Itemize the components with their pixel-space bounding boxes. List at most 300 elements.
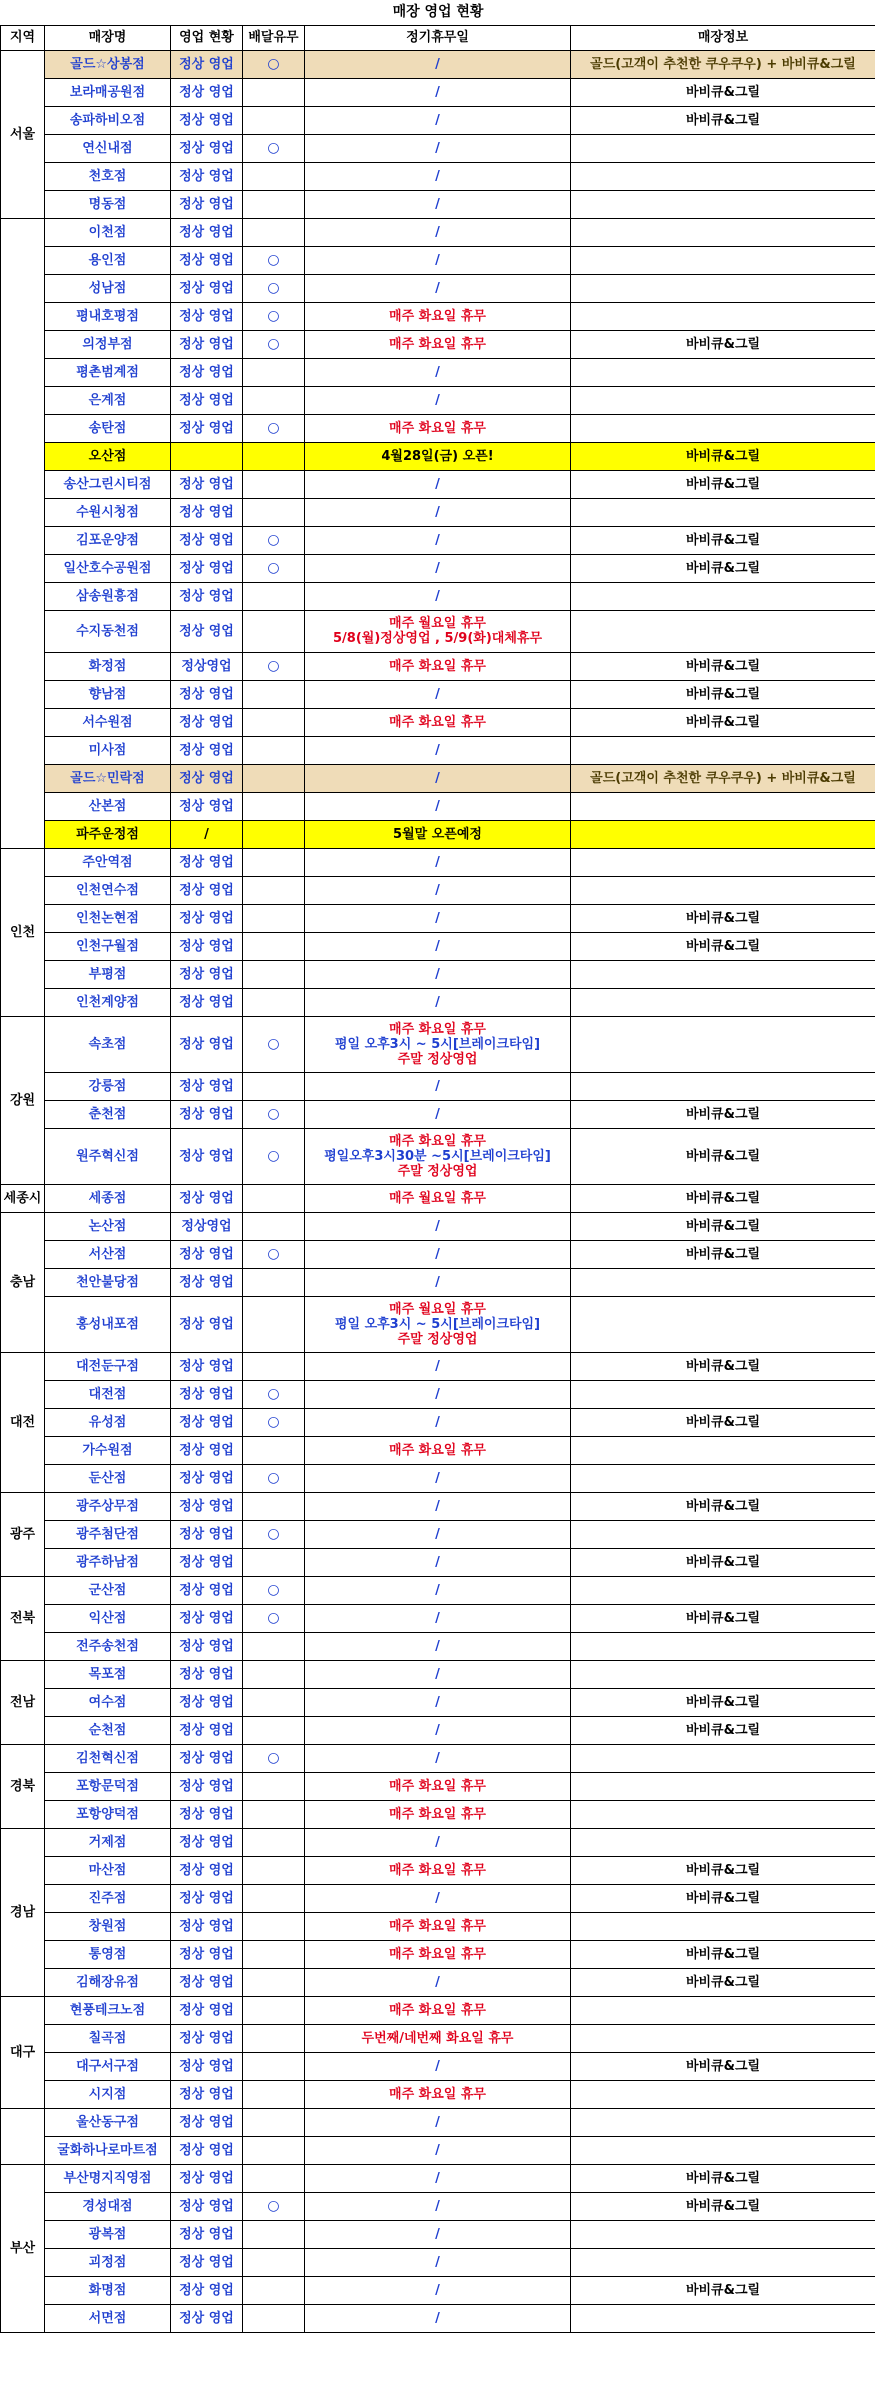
store-info: 바비큐&그릴 — [571, 106, 875, 134]
regular-holiday — [305, 526, 571, 554]
store-name: 미사점 — [45, 736, 171, 764]
holiday-line: 매주 화요일 휴무 — [389, 336, 486, 352]
regular-holiday — [305, 680, 571, 708]
table-row — [1, 2192, 875, 2220]
delivery-indicator: ○ — [243, 1100, 305, 1128]
operation-status: 정상 영업 — [171, 1828, 243, 1856]
store-info: 바비큐&그릴 — [571, 2192, 875, 2220]
operation-status: 정상 영업 — [171, 162, 243, 190]
regular-holiday — [305, 498, 571, 526]
regular-holiday — [305, 904, 571, 932]
operation-status: 정상 영업 — [171, 960, 243, 988]
store-name: 광주하남점 — [45, 1548, 171, 1576]
regular-holiday — [305, 2108, 571, 2136]
regular-holiday — [305, 1380, 571, 1408]
regular-holiday — [305, 554, 571, 582]
regular-holiday — [305, 1548, 571, 1576]
store-info: 바비큐&그릴 — [571, 1492, 875, 1520]
operation-status: 정상 영업 — [171, 274, 243, 302]
delivery-indicator — [243, 78, 305, 106]
holiday-line: / — [435, 1554, 440, 1570]
holiday-line: / — [435, 770, 440, 786]
holiday-line: 매주 화요일 휴무 — [389, 658, 486, 674]
store-info — [571, 1800, 875, 1828]
operation-status: 정상 영업 — [171, 2052, 243, 2080]
operation-status: 정상 영업 — [171, 988, 243, 1016]
store-name: 평내호평점 — [45, 302, 171, 330]
regular-holiday — [305, 1352, 571, 1380]
table-row — [1, 1744, 875, 1772]
table-row — [1, 442, 875, 470]
regular-holiday — [305, 1996, 571, 2024]
store-name: 김해장유점 — [45, 1968, 171, 1996]
regular-holiday — [305, 1436, 571, 1464]
store-info: 골드(고객이 추천한 쿠우쿠우) + 바비큐&그릴 — [571, 50, 875, 78]
store-name: 송파하비오점 — [45, 106, 171, 134]
delivery-indicator: ○ — [243, 1604, 305, 1632]
table-row — [1, 1940, 875, 1968]
store-name: 인천계양점 — [45, 988, 171, 1016]
regular-holiday — [305, 1492, 571, 1520]
holiday-line: / — [435, 504, 440, 520]
store-name: 대전둔구점 — [45, 1352, 171, 1380]
table-row — [1, 932, 875, 960]
store-name: 송산그린시티점 — [45, 470, 171, 498]
store-info: 바비큐&그릴 — [571, 2052, 875, 2080]
table-row — [1, 1716, 875, 1744]
delivery-indicator — [243, 932, 305, 960]
store-name: 익산점 — [45, 1604, 171, 1632]
table-row — [1, 1884, 875, 1912]
table-row — [1, 50, 875, 78]
store-name: 둔산점 — [45, 1464, 171, 1492]
table-row — [1, 1100, 875, 1128]
delivery-indicator — [243, 736, 305, 764]
table-row — [1, 470, 875, 498]
delivery-indicator: ○ — [243, 2192, 305, 2220]
holiday-line: / — [435, 84, 440, 100]
store-name: 골드☆민락점 — [45, 764, 171, 792]
delivery-indicator — [243, 848, 305, 876]
holiday-line: 주말 정상영업 — [397, 1051, 478, 1067]
store-name: 산본점 — [45, 792, 171, 820]
holiday-line: / — [435, 1526, 440, 1542]
table-row — [1, 610, 875, 652]
regular-holiday — [305, 820, 571, 848]
store-name: 유성점 — [45, 1408, 171, 1436]
delivery-indicator — [243, 876, 305, 904]
delivery-indicator — [243, 162, 305, 190]
holiday-line: 매주 화요일 휴무 — [389, 2002, 486, 2018]
table-row — [1, 1548, 875, 1576]
holiday-line: / — [435, 1414, 440, 1430]
operation-status: 정상 영업 — [171, 932, 243, 960]
holiday-line: 매주 화요일 휴무 — [389, 1133, 486, 1149]
store-name: 수원시청점 — [45, 498, 171, 526]
delivery-indicator — [243, 582, 305, 610]
store-name: 괴정점 — [45, 2248, 171, 2276]
store-info: 바비큐&그릴 — [571, 1940, 875, 1968]
store-name: 논산점 — [45, 1212, 171, 1240]
store-info: 바비큐&그릴 — [571, 932, 875, 960]
regular-holiday — [305, 960, 571, 988]
store-name: 보라매공원점 — [45, 78, 171, 106]
table-row — [1, 876, 875, 904]
store-info — [571, 2108, 875, 2136]
table-row — [1, 1268, 875, 1296]
holiday-line: / — [435, 196, 440, 212]
store-info — [571, 1464, 875, 1492]
operation-status: 정상 영업 — [171, 1660, 243, 1688]
table-row — [1, 162, 875, 190]
store-info: 바비큐&그릴 — [571, 652, 875, 680]
delivery-indicator — [243, 442, 305, 470]
store-name: 속초점 — [45, 1016, 171, 1072]
delivery-indicator — [243, 2136, 305, 2164]
regular-holiday — [305, 1100, 571, 1128]
regular-holiday — [305, 1016, 571, 1072]
store-info: 바비큐&그릴 — [571, 1128, 875, 1184]
holiday-line: / — [435, 2282, 440, 2298]
store-info — [571, 358, 875, 386]
holiday-line: / — [435, 280, 440, 296]
store-info — [571, 2080, 875, 2108]
store-info — [571, 162, 875, 190]
holiday-line: / — [435, 1218, 440, 1234]
delivery-indicator — [243, 1660, 305, 1688]
header-holiday: 정기휴무일 — [305, 25, 571, 50]
holiday-line: / — [435, 1890, 440, 1906]
delivery-indicator — [243, 2248, 305, 2276]
operation-status: 정상 영업 — [171, 1184, 243, 1212]
region-cell: 세종시 — [1, 1184, 45, 1212]
delivery-indicator — [243, 1268, 305, 1296]
holiday-line: / — [435, 686, 440, 702]
regular-holiday — [305, 1800, 571, 1828]
store-info — [571, 218, 875, 246]
table-row — [1, 2248, 875, 2276]
holiday-line: / — [435, 1666, 440, 1682]
store-info — [571, 1296, 875, 1352]
operation-status: 정상 영업 — [171, 1352, 243, 1380]
store-info — [571, 2220, 875, 2248]
delivery-indicator — [243, 1912, 305, 1940]
table-row — [1, 1856, 875, 1884]
delivery-indicator — [243, 1884, 305, 1912]
operation-status: 정상 영업 — [171, 134, 243, 162]
store-info — [571, 820, 875, 848]
store-info: 바비큐&그릴 — [571, 554, 875, 582]
store-info: 바비큐&그릴 — [571, 1604, 875, 1632]
delivery-indicator: ○ — [243, 1744, 305, 1772]
store-name: 오산점 — [45, 442, 171, 470]
region-cell — [1, 218, 45, 848]
table-row — [1, 134, 875, 162]
holiday-line: 매주 월요일 휴무 — [389, 1190, 486, 1206]
operation-status: 정상 영업 — [171, 2192, 243, 2220]
holiday-line: / — [435, 140, 440, 156]
operation-status: 정상 영업 — [171, 2136, 243, 2164]
regular-holiday — [305, 1660, 571, 1688]
regular-holiday — [305, 582, 571, 610]
regular-holiday — [305, 792, 571, 820]
store-name: 천안불당점 — [45, 1268, 171, 1296]
store-name: 세종점 — [45, 1184, 171, 1212]
holiday-line: / — [435, 1694, 440, 1710]
operation-status: 정상 영업 — [171, 764, 243, 792]
regular-holiday — [305, 1968, 571, 1996]
holiday-line: / — [435, 2226, 440, 2242]
store-name: 목포점 — [45, 1660, 171, 1688]
holiday-line: / — [435, 1638, 440, 1654]
holiday-line: / — [435, 1498, 440, 1514]
region-cell: 전북 — [1, 1576, 45, 1660]
operation-status: 정상 영업 — [171, 470, 243, 498]
store-info: 바비큐&그릴 — [571, 1100, 875, 1128]
operation-status: 정상 영업 — [171, 78, 243, 106]
store-name: 인천연수점 — [45, 876, 171, 904]
holiday-line: / — [435, 224, 440, 240]
regular-holiday — [305, 1128, 571, 1184]
regular-holiday — [305, 1268, 571, 1296]
regular-holiday — [305, 162, 571, 190]
region-cell: 경남 — [1, 1828, 45, 1996]
store-info: 바비큐&그릴 — [571, 1884, 875, 1912]
delivery-indicator — [243, 1968, 305, 1996]
store-info — [571, 2304, 875, 2332]
operation-status: 정상 영업 — [171, 2164, 243, 2192]
delivery-indicator: ○ — [243, 134, 305, 162]
header-delivery: 배달유무 — [243, 25, 305, 50]
regular-holiday — [305, 988, 571, 1016]
regular-holiday — [305, 1688, 571, 1716]
store-info: 바비큐&그릴 — [571, 78, 875, 106]
store-info: 바비큐&그릴 — [571, 1212, 875, 1240]
store-info: 바비큐&그릴 — [571, 680, 875, 708]
holiday-line: 주말 정상영업 — [397, 1163, 478, 1179]
operation-status: 정상 영업 — [171, 1996, 243, 2024]
region-cell: 강원 — [1, 1016, 45, 1184]
delivery-indicator — [243, 904, 305, 932]
operation-status: 정상 영업 — [171, 1520, 243, 1548]
table-row — [1, 2080, 875, 2108]
operation-status: 정상 영업 — [171, 1492, 243, 1520]
store-info — [571, 1436, 875, 1464]
store-name: 현풍테크노점 — [45, 1996, 171, 2024]
store-name: 순천점 — [45, 1716, 171, 1744]
store-info: 바비큐&그릴 — [571, 470, 875, 498]
operation-status: 정상 영업 — [171, 190, 243, 218]
store-name: 군산점 — [45, 1576, 171, 1604]
store-name: 마산점 — [45, 1856, 171, 1884]
delivery-indicator — [243, 1800, 305, 1828]
store-info — [571, 1660, 875, 1688]
store-name: 광주상무점 — [45, 1492, 171, 1520]
table-row — [1, 2136, 875, 2164]
store-info — [571, 1996, 875, 2024]
table-row — [1, 106, 875, 134]
regular-holiday — [305, 1520, 571, 1548]
store-name: 천호점 — [45, 162, 171, 190]
table-row — [1, 736, 875, 764]
operation-status: 정상 영업 — [171, 330, 243, 358]
store-info — [571, 246, 875, 274]
store-name: 부평점 — [45, 960, 171, 988]
operation-status: 정상 영업 — [171, 1128, 243, 1184]
operation-status: 정상영업 — [171, 652, 243, 680]
store-name: 포항문덕점 — [45, 1772, 171, 1800]
store-name: 울산동구점 — [45, 2108, 171, 2136]
store-name: 대전점 — [45, 1380, 171, 1408]
holiday-line: / — [435, 476, 440, 492]
table-row — [1, 1688, 875, 1716]
store-name: 서면점 — [45, 2304, 171, 2332]
operation-status: 정상 영업 — [171, 582, 243, 610]
delivery-indicator: ○ — [243, 246, 305, 274]
delivery-indicator — [243, 764, 305, 792]
operation-status: 정상 영업 — [171, 1436, 243, 1464]
store-name: 부산명지직영점 — [45, 2164, 171, 2192]
holiday-line: 두번째/네번째 화요일 휴무 — [361, 2030, 514, 2046]
delivery-indicator — [243, 106, 305, 134]
holiday-line: / — [435, 252, 440, 268]
store-name: 화명점 — [45, 2276, 171, 2304]
store-name: 연신내점 — [45, 134, 171, 162]
holiday-line: 4월28일(금) 오픈! — [381, 448, 494, 464]
store-info: 바비큐&그릴 — [571, 2276, 875, 2304]
operation-status: 정상 영업 — [171, 2024, 243, 2052]
table-row — [1, 1772, 875, 1800]
operation-status: 정상 영업 — [171, 498, 243, 526]
holiday-line: / — [435, 742, 440, 758]
delivery-indicator — [243, 386, 305, 414]
table-row — [1, 1408, 875, 1436]
regular-holiday — [305, 1632, 571, 1660]
regular-holiday — [305, 2164, 571, 2192]
regular-holiday — [305, 2304, 571, 2332]
store-info: 바비큐&그릴 — [571, 904, 875, 932]
holiday-line: / — [435, 1078, 440, 1094]
regular-holiday — [305, 1884, 571, 1912]
store-name: 서산점 — [45, 1240, 171, 1268]
operation-status: 정상 영업 — [171, 1268, 243, 1296]
holiday-line: / — [435, 1106, 440, 1122]
holiday-line: / — [435, 2058, 440, 2074]
delivery-indicator: ○ — [243, 1520, 305, 1548]
store-info — [571, 792, 875, 820]
store-name: 홍성내포점 — [45, 1296, 171, 1352]
delivery-indicator — [243, 2080, 305, 2108]
regular-holiday — [305, 2052, 571, 2080]
delivery-indicator — [243, 708, 305, 736]
regular-holiday — [305, 386, 571, 414]
operation-status: 정상 영업 — [171, 1716, 243, 1744]
table-row — [1, 1492, 875, 1520]
store-name: 화정점 — [45, 652, 171, 680]
holiday-line: 주말 정상영업 — [397, 1331, 478, 1347]
table-row — [1, 764, 875, 792]
delivery-indicator — [243, 2304, 305, 2332]
delivery-indicator — [243, 960, 305, 988]
holiday-line: 평일 오후3시 ~ 5시[브레이크타임] — [334, 1036, 541, 1052]
table-row — [1, 218, 875, 246]
store-name: 통영점 — [45, 1940, 171, 1968]
regular-holiday — [305, 610, 571, 652]
holiday-line: / — [435, 588, 440, 604]
store-name: 김포운양점 — [45, 526, 171, 554]
store-info: 바비큐&그릴 — [571, 1548, 875, 1576]
table-row — [1, 904, 875, 932]
regular-holiday — [305, 1240, 571, 1268]
store-info — [571, 274, 875, 302]
operation-status: 정상 영업 — [171, 1016, 243, 1072]
table-row — [1, 246, 875, 274]
store-info: 바비큐&그릴 — [571, 442, 875, 470]
operation-status: 정상 영업 — [171, 2108, 243, 2136]
holiday-line: / — [435, 560, 440, 576]
table-row — [1, 2304, 875, 2332]
header-store: 매장명 — [45, 25, 171, 50]
holiday-line: 매주 화요일 휴무 — [389, 1946, 486, 1962]
operation-status: 정상 영업 — [171, 386, 243, 414]
table-row — [1, 358, 875, 386]
store-info — [571, 1520, 875, 1548]
store-name: 성남점 — [45, 274, 171, 302]
delivery-indicator — [243, 1072, 305, 1100]
store-name: 창원점 — [45, 1912, 171, 1940]
store-name: 전주송천점 — [45, 1632, 171, 1660]
regular-holiday — [305, 1464, 571, 1492]
operation-status: 정상 영업 — [171, 526, 243, 554]
table-row — [1, 414, 875, 442]
holiday-line: 매주 화요일 휴무 — [389, 308, 486, 324]
store-name: 삼송원흥점 — [45, 582, 171, 610]
operation-status: 정상 영업 — [171, 1968, 243, 1996]
holiday-line: / — [435, 938, 440, 954]
regular-holiday — [305, 2276, 571, 2304]
store-name: 광주첨단점 — [45, 1520, 171, 1548]
regular-holiday — [305, 470, 571, 498]
delivery-indicator: ○ — [243, 274, 305, 302]
store-name: 대구서구점 — [45, 2052, 171, 2080]
store-name: 일산호수공원점 — [45, 554, 171, 582]
holiday-line: 매주 화요일 휴무 — [389, 420, 486, 436]
store-info — [571, 848, 875, 876]
store-info — [571, 610, 875, 652]
holiday-line: / — [435, 910, 440, 926]
regular-holiday — [305, 134, 571, 162]
table-row — [1, 2164, 875, 2192]
holiday-line: / — [435, 798, 440, 814]
delivery-indicator — [243, 2220, 305, 2248]
table-row — [1, 190, 875, 218]
holiday-line: / — [435, 2310, 440, 2326]
store-name: 송탄점 — [45, 414, 171, 442]
holiday-line: 5월말 오픈예정 — [393, 826, 482, 842]
regular-holiday — [305, 1184, 571, 1212]
store-info: 바비큐&그릴 — [571, 1688, 875, 1716]
store-name: 명동점 — [45, 190, 171, 218]
holiday-line: / — [435, 1974, 440, 1990]
store-info: 바비큐&그릴 — [571, 330, 875, 358]
holiday-line: 매주 화요일 휴무 — [389, 1918, 486, 1934]
delivery-indicator — [243, 1436, 305, 1464]
store-name: 서수원점 — [45, 708, 171, 736]
store-info: 골드(고객이 추천한 쿠우쿠우) + 바비큐&그릴 — [571, 764, 875, 792]
operation-status: 정상 영업 — [171, 1296, 243, 1352]
delivery-indicator: ○ — [243, 50, 305, 78]
store-name: 용인점 — [45, 246, 171, 274]
